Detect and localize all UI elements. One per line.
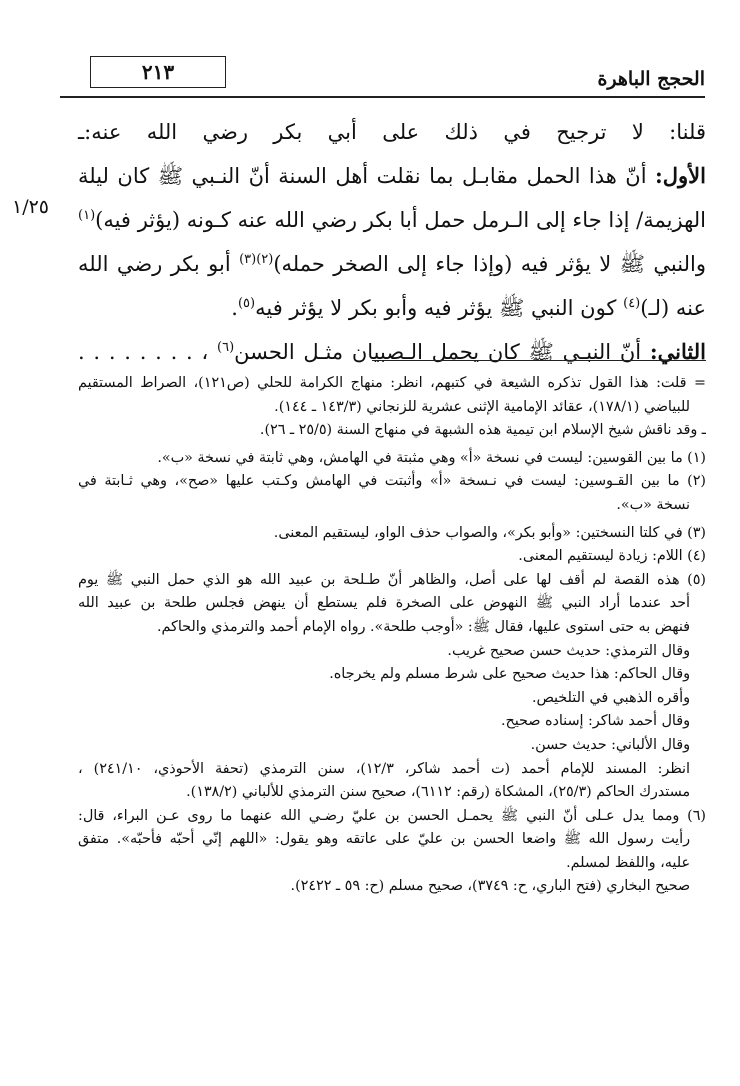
footnote-separator xyxy=(372,360,706,361)
footnote-line: عليه، واللفظ لمسلم. xyxy=(566,854,690,871)
footnote-line: أحد عندما أراد النبي ﷺ النهوض على الصخرة فلم يستطع أن ينهض فجلس طلحة بن عبيد الله xyxy=(78,595,690,612)
point-first-lead: الأول: xyxy=(655,163,706,188)
main-line-1-text: قلنا: لا ترجيح في ذلك على أبي بكر رضي الله عنه:ـ xyxy=(78,120,706,144)
footnote-ref-2-3: (٢)(٣) xyxy=(239,252,274,267)
main-line-3 xyxy=(78,198,706,242)
footnote-ref-1: (١) xyxy=(78,208,96,223)
main-line-2 xyxy=(78,154,706,198)
main-line-1 xyxy=(78,110,706,154)
footnote-line: انظر: المسند للإمام أحمد (ت أحمد شاكر، ١٢/٣)، سنن الترمذي (تحفة الأحوذي، ٢٤١/١٠) ، xyxy=(78,760,690,777)
main-line-6b-text: ، . . . . . . . . xyxy=(78,340,209,364)
footnote-line: رأيت رسول الله ﷺ واضعا الحسن بن عليّ على عاتقه وهو يقول: «اللهم إنّي أحبّه فأحبّه». متفق xyxy=(78,831,690,848)
page-number-box xyxy=(90,56,226,88)
footnote-line: صحيح البخاري (فتح الباري، ح: ٣٧٤٩)، صحيح مسلم (ح: ٥٩ ـ ٢٤٢٢). xyxy=(290,878,690,895)
footnote-line: نسخة «ب». xyxy=(616,496,690,513)
main-line-6a-text: أنّ النبـي ﷺ كان يحمل الـصبيان مثـل الحسن xyxy=(234,340,642,364)
main-line-4a-text: والنبي ﷺ لا يؤثر فيه (وإذا جاء إلى الصخر حمله) xyxy=(273,252,706,276)
point-second-lead: الثاني: xyxy=(649,339,706,364)
footnote-line: (٦) ومما يدل عـلى أنّ النبي ﷺ يحمـل الحسن بن عليّ رضـي الله عنهما ما روى عـن البراء، قال: xyxy=(78,807,706,824)
footnote-line: ـ وقد ناقش شيخ الإسلام ابن تيمية هذه الشبهة في منهاج السنة (٢٥/٥ ـ ٢٦). xyxy=(259,422,706,439)
page-header xyxy=(60,56,705,98)
footnote-line: (٥) هذه القصة لم أقف لها على أصل، والظاهر أنّ طـلحة بن عبيد الله هو الذي حمل النبي ﷺ يوم xyxy=(78,571,706,588)
main-line-2-text: أنّ هذا الحمل مقابـل بما نقلت أهل السنة أنّ النـبي ﷺ كان ليلة xyxy=(78,164,647,188)
page-number: ٢١٣ xyxy=(141,60,175,84)
footnote-ref-4: (٤) xyxy=(623,296,641,311)
footnote-line: = قلت: هذا القول تذكره الشيعة في كتبهم، انظر: منهاج الكرامة للحلي (ص١٢١)، الصراط المستقيم xyxy=(78,375,706,391)
main-line-4 xyxy=(78,242,706,286)
main-line-5b-text: كون النبي ﷺ يؤثر فيه وأبو بكر لا يؤثر فيه xyxy=(255,296,617,320)
footnote-line: وقال أحمد شاكر: إسناده صحيح. xyxy=(500,713,690,730)
footnote-ref-5: (٥) xyxy=(237,296,256,311)
main-line-5a-text: عنه (لـ) xyxy=(640,296,706,320)
footnote-line: وقال الحاكم: هذا حديث صحيح على شرط مسلم ولم يخرجاه. xyxy=(329,666,690,683)
header-rule xyxy=(60,96,705,98)
main-line-3-text: الهزيمة/ إذا جاء إلى الـرمل حمل أبا بكر رضي الله عنه كـونه (يؤثر فيه) xyxy=(95,208,706,232)
main-line-6 xyxy=(78,330,706,374)
running-title: الحجج الباهرة xyxy=(597,68,705,90)
footnote-line: (٣) في كلتا النسختين: «وأبو بكر»، والصواب حذف الواو، ليستقيم المعنى. xyxy=(273,524,706,541)
footnotes xyxy=(78,372,706,899)
footnote-line: (١) ما بين القوسين: ليست في نسخة «أ» وهي مثبتة في الهامش، وهي ثابتة في نسخة «ب». xyxy=(157,449,706,466)
main-text xyxy=(78,110,706,374)
margin-folio-note: ١/٢٥ xyxy=(12,196,50,218)
footnote-line: مستدرك الحاكم (٢٥/٣)، المشكاة (رقم: ٦١١٢)، صحيح سنن الترمذي للألباني (١٣٨/٢). xyxy=(186,784,690,801)
footnote-line: فنهض به حتى استوى عليها، فقال ﷺ: «أوجب طلحة». رواه الإمام أحمد والترمذي والحاكم. xyxy=(156,618,690,635)
footnote-line: وقال الألباني: حديث حسن. xyxy=(530,736,690,753)
footnote-line: (٤) اللام: زيادة ليستقيم المعنى. xyxy=(518,548,706,565)
footnote-line: وأقره الذهبي في التلخيص. xyxy=(531,689,690,706)
main-line-4b-text: أبو بكر رضي الله xyxy=(78,252,231,276)
footnote-line: وقال الترمذي: حديث حسن صحيح غريب. xyxy=(447,642,690,659)
main-line-5 xyxy=(78,286,706,330)
main-line-5c-text: . xyxy=(231,296,238,320)
footnote-line: للبياضي (١٧٨/١)، عقائد الإمامية الإثنى عشرية للزنجاني (١٤٣/٣ ـ ١٤٤). xyxy=(274,398,690,415)
footnote-ref-6: (٦) xyxy=(217,340,235,355)
footnote-line: (٢) ما بين القـوسين: ليست في نـسخة «أ» وأثبتت في الهامش وكـتب عليها «صح»، وهي ثـابتة في xyxy=(78,473,706,490)
